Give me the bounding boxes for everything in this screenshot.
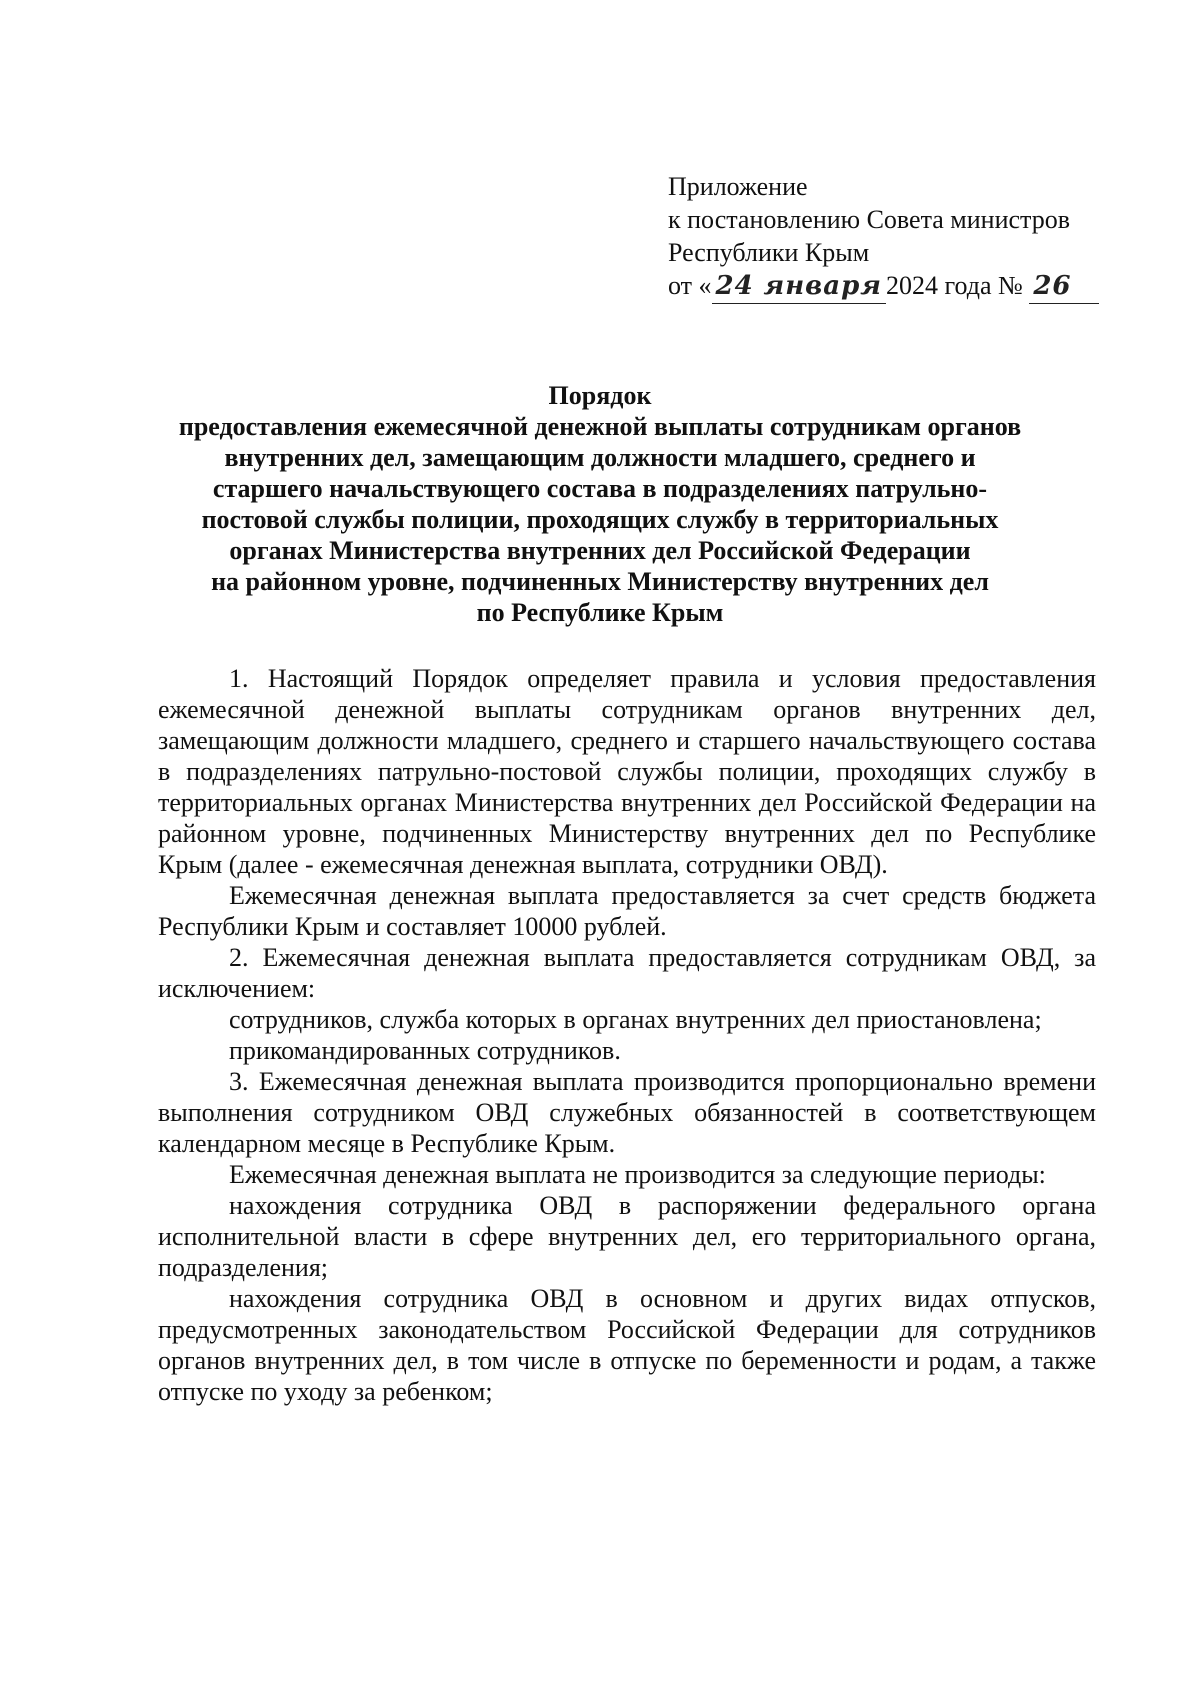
paragraph-1-funding: Ежемесячная денежная выплата предоставляется за счет средств бюджета Республики Крым и составляет 10000 рублей. — [158, 881, 1096, 941]
paragraph-2: 2. Ежемесячная денежная выплата предоставляется сотрудникам ОВД, за исключением: — [158, 943, 1096, 1003]
document-title — [150, 380, 1050, 628]
paragraph-3: 3. Ежемесячная денежная выплата производится пропорционально времени выполнения сотрудником ОВД служебных обязанностей в соответствующем календарном месяце в Республике Крым. — [158, 1067, 1096, 1158]
date-prefix: от « — [668, 271, 712, 300]
title-heading: Порядок — [548, 381, 652, 410]
appendix-republic-line: Республики Крым — [668, 238, 870, 267]
appendix-date-line — [668, 269, 1128, 304]
paragraph-3-period-leave: нахождения сотрудника ОВД в основном и других видах отпусков, предусмотренных законодательством Российской Федерации для сотрудников органов внутренних дел, в том числе в отпуске по беременности и родам, а также отпуске по уходу за ребенком; — [158, 1284, 1096, 1406]
title-line: по Республике Крым — [476, 598, 724, 627]
handwritten-date-day: 24 — [712, 270, 760, 304]
title-line: постовой службы полиции, проходящих службу в территориальных — [201, 505, 999, 534]
title-line: старшего начальствующего состава в подразделениях патрульно- — [212, 474, 988, 503]
paragraph-2-exception-suspended: сотрудников, служба которых в органах внутренних дел приостановлена; — [229, 1005, 1042, 1034]
title-line: органах Министерства внутренних дел Российской Федерации — [229, 536, 971, 565]
date-year-suffix: 2024 года № — [885, 271, 1023, 300]
paragraph-3-not-paid: Ежемесячная денежная выплата не производится за следующие периоды: — [229, 1160, 1046, 1189]
appendix-resolution-line: к постановлению Совета министров — [668, 205, 1070, 234]
paragraph-3-period-disposal: нахождения сотрудника ОВД в распоряжении федерального органа исполнительной власти в сфере внутренних дел, его территориального органа, подразделения; — [158, 1191, 1096, 1282]
appendix-header — [668, 170, 1128, 304]
title-line: внутренних дел, замещающим должности младшего, среднего и — [224, 443, 976, 472]
handwritten-date-month: января — [760, 270, 886, 304]
paragraph-1: 1. Настоящий Порядок определяет правила и условия предоставления ежемесячной денежной выплаты сотрудникам органов внутренних дел, замещающим должности младшего, среднего и старшего начальствующего состава в подразделениях патрульно-постовой службы полиции, проходящих службу в территориальных органах Министерства внутренних дел Российской Федерации на районном уровне, подчиненных Министерству внутренних дел по Республике Крым (далее - ежемесячная денежная выплата, сотрудники ОВД). — [158, 664, 1096, 879]
title-line: на районном уровне, подчиненных Министерству внутренних дел — [211, 567, 989, 596]
appendix-title: Приложение — [668, 172, 808, 201]
handwritten-resolution-number: 26 — [1029, 270, 1099, 304]
document-body — [158, 663, 1096, 1407]
title-line: предоставления ежемесячной денежной выплаты сотрудникам органов — [178, 412, 1022, 441]
paragraph-2-exception-seconded: прикомандированных сотрудников. — [229, 1036, 621, 1065]
